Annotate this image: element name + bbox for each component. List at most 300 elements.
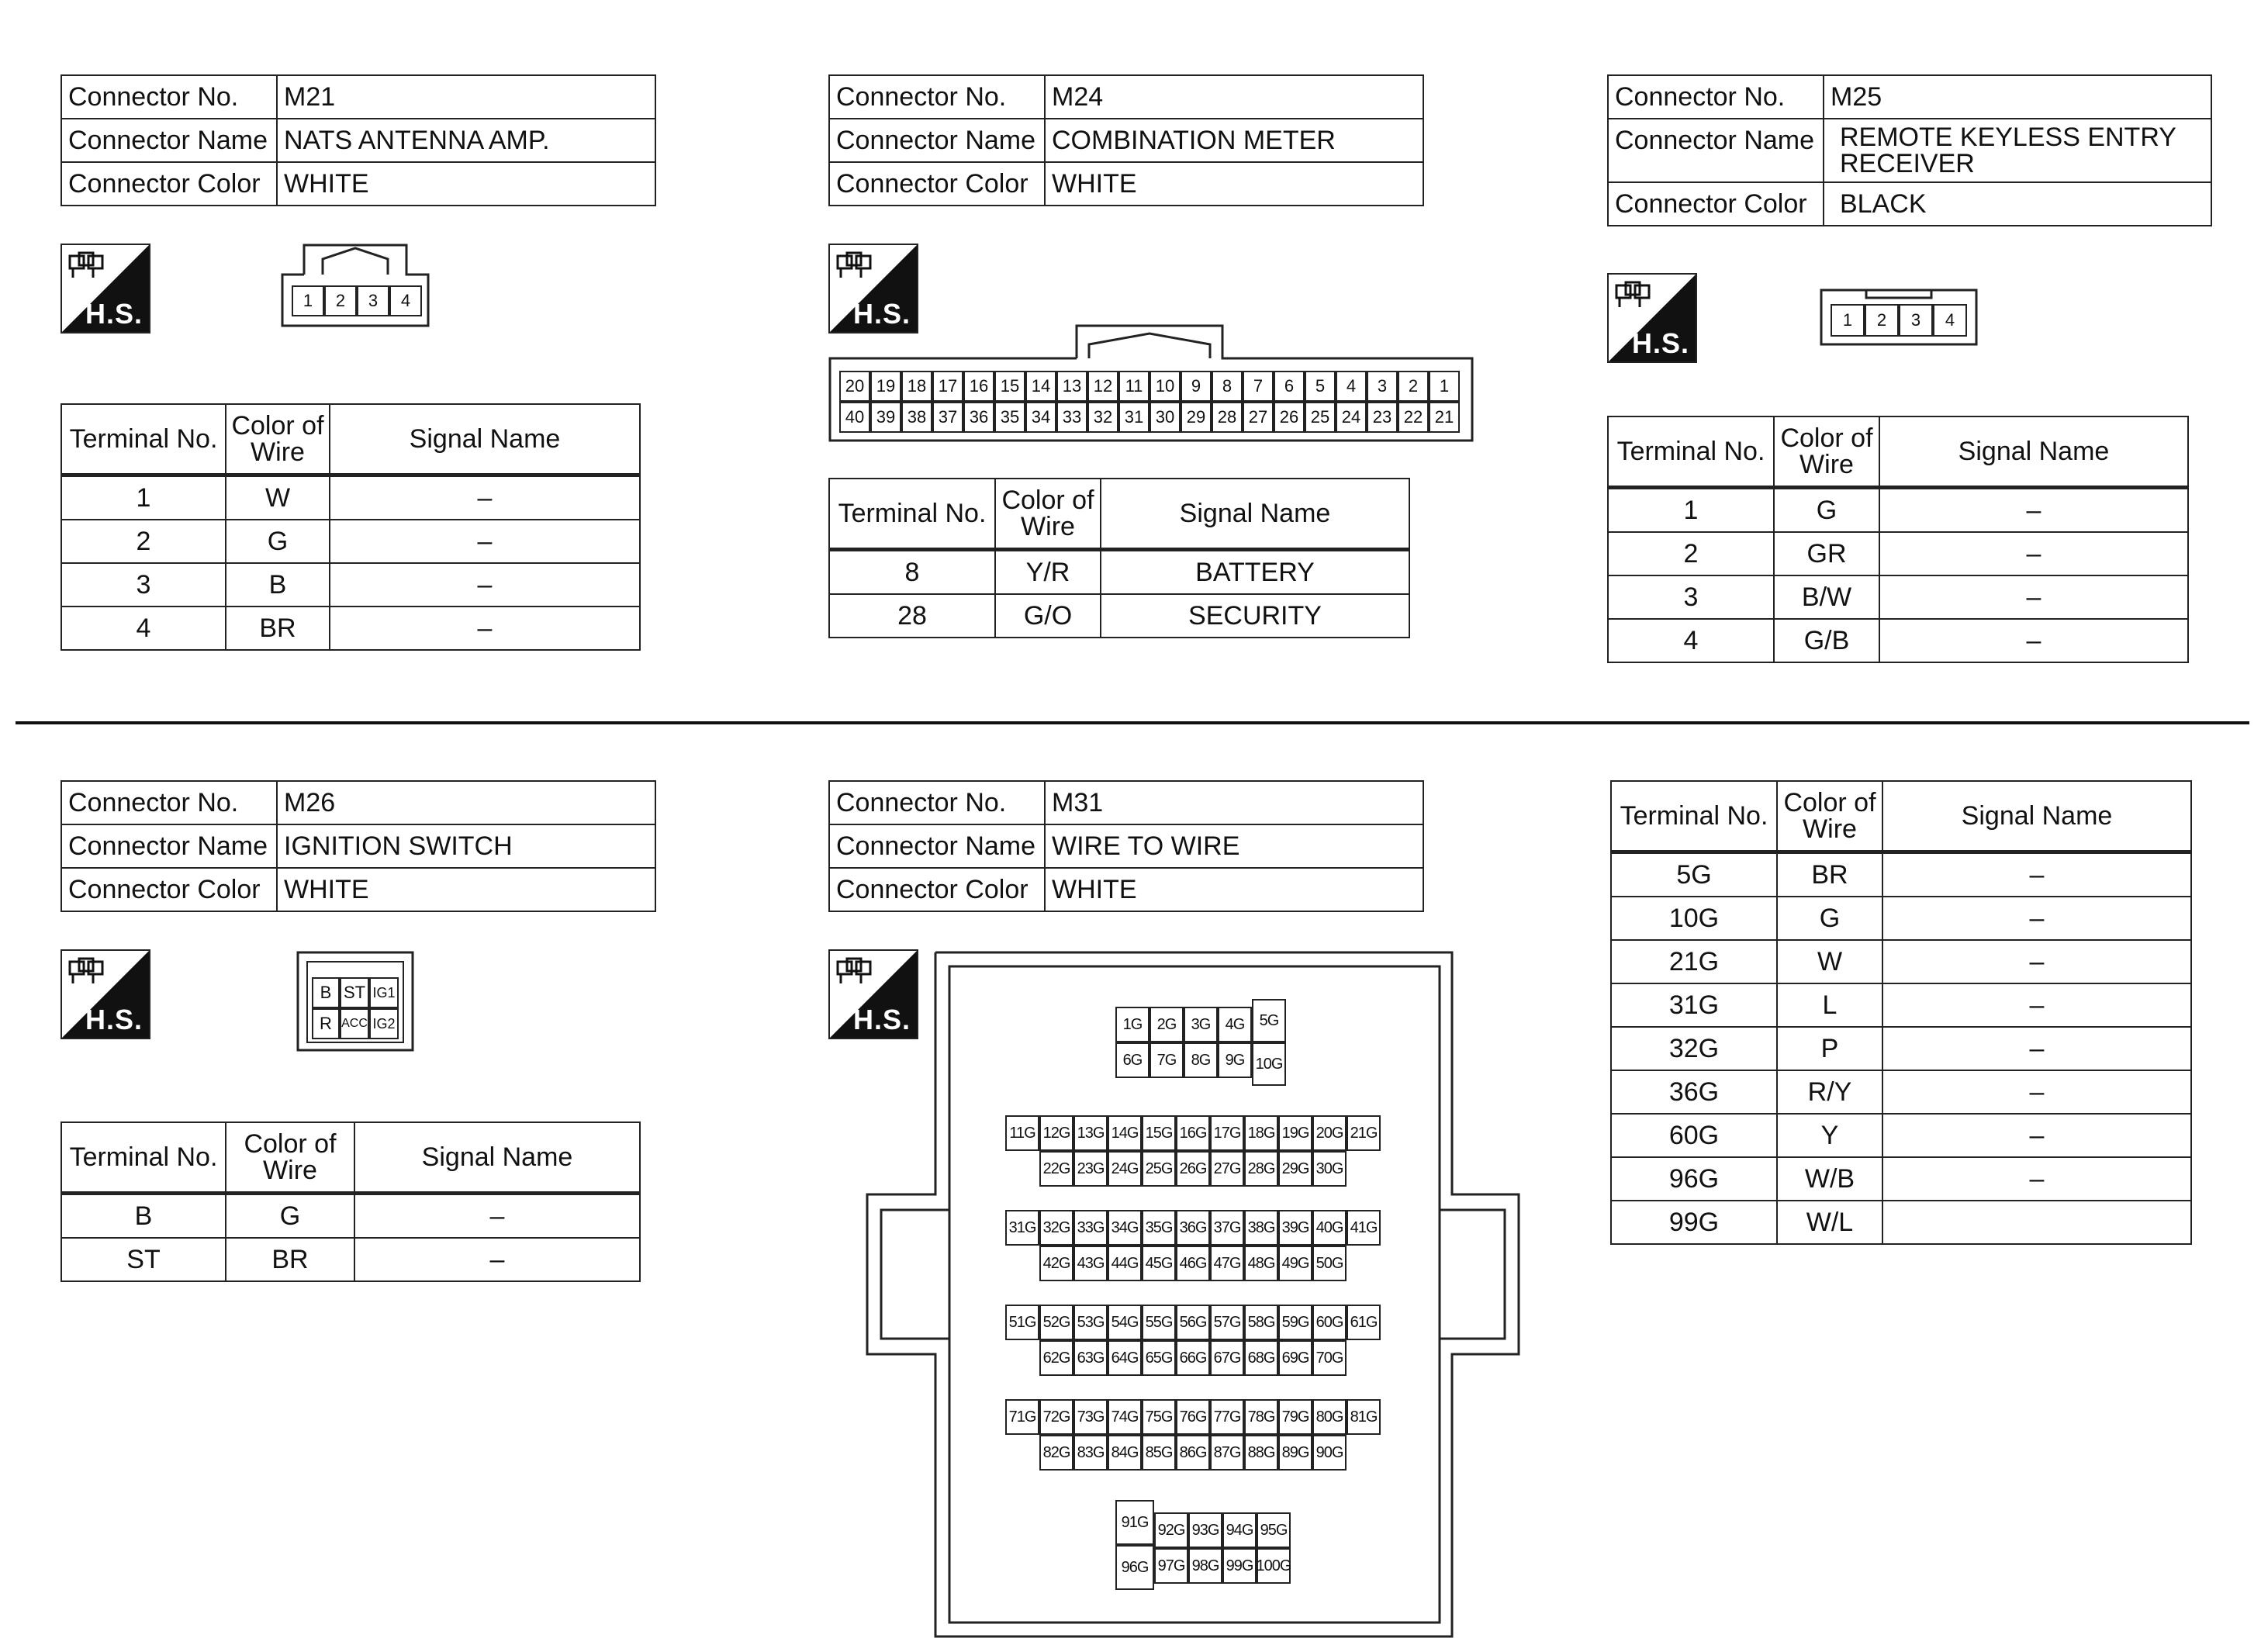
m31-pin: 55G — [1142, 1305, 1176, 1340]
m24-pin: 11 — [1118, 371, 1150, 402]
m24-pin: 2 — [1398, 371, 1429, 402]
signal-name-cell: – — [1882, 1114, 2191, 1157]
m31-pin: 51G — [1005, 1305, 1039, 1340]
label-connector-name: Connector Name — [61, 824, 277, 868]
m31-pin: 17G — [1210, 1115, 1244, 1151]
m31-pin: 62G — [1039, 1340, 1073, 1376]
m31-pin: 88G — [1244, 1435, 1278, 1471]
m31-terminal-table — [1610, 780, 2192, 1245]
m24-pin: 35 — [994, 402, 1025, 433]
m31-pin: 13G — [1073, 1115, 1108, 1151]
m31-pin: 27G — [1210, 1151, 1244, 1187]
m31-pin: 28G — [1244, 1151, 1278, 1187]
m31-pin: 43G — [1073, 1246, 1108, 1281]
terminal-no-cell: 8 — [829, 550, 995, 595]
m31-pin: 80G — [1312, 1399, 1347, 1435]
m21-terminal-table — [61, 403, 641, 651]
table-row — [1608, 575, 2188, 619]
m24-connector-color: WHITE — [1045, 162, 1423, 206]
m24-pin: 10 — [1150, 371, 1181, 402]
m31-pin: 44G — [1108, 1246, 1142, 1281]
m31-pin: 58G — [1244, 1305, 1278, 1340]
m31-pin: 61G — [1347, 1305, 1381, 1340]
m24-pin: 36 — [963, 402, 994, 433]
m31-pin: 79G — [1278, 1399, 1312, 1435]
label-connector-no: Connector No. — [829, 781, 1045, 824]
m31-pin: 70G — [1312, 1340, 1347, 1376]
m24-pin: 13 — [1056, 371, 1087, 402]
m31-pin: 31G — [1005, 1210, 1039, 1246]
signal-name-cell: BATTERY — [1101, 550, 1409, 595]
terminal-no-cell: 31G — [1611, 983, 1777, 1027]
m26-pin: R — [312, 1008, 340, 1039]
m31-pin: 6G — [1115, 1042, 1150, 1078]
signal-name-cell: – — [1882, 1157, 2191, 1201]
m25-pin: 3 — [1899, 304, 1933, 337]
m31-pin: 3G — [1184, 1007, 1218, 1042]
terminal-no-cell: 1 — [61, 475, 226, 520]
header-signal-name: Signal Name — [1101, 479, 1409, 550]
table-row — [61, 1194, 640, 1239]
m24-connector-face — [828, 324, 1474, 442]
signal-name-cell: – — [354, 1194, 640, 1239]
table-row — [61, 475, 640, 520]
m31-pin: 42G — [1039, 1246, 1073, 1281]
table-row — [61, 563, 640, 607]
m24-pin: 40 — [839, 402, 870, 433]
wire-color-cell: R/Y — [1777, 1070, 1882, 1114]
m31-pin: 45G — [1142, 1246, 1176, 1281]
label-connector-color: Connector Color — [61, 162, 277, 206]
m21-connector-face — [281, 244, 430, 327]
m31-pin: 30G — [1312, 1151, 1347, 1187]
wire-color-cell: W — [226, 475, 330, 520]
m31-pin: 15G — [1142, 1115, 1176, 1151]
terminal-no-cell: 60G — [1611, 1114, 1777, 1157]
m31-pin: 50G — [1312, 1246, 1347, 1281]
m26-terminal-table — [61, 1121, 641, 1282]
m31-connector-name: WIRE TO WIRE — [1045, 824, 1423, 868]
label-connector-name: Connector Name — [1608, 119, 1824, 182]
m31-pin: 54G — [1108, 1305, 1142, 1340]
m31-pin: 11G — [1005, 1115, 1039, 1151]
label-connector-color: Connector Color — [829, 162, 1045, 206]
signal-name-cell: – — [330, 563, 640, 607]
m31-pin: 95G — [1257, 1512, 1291, 1548]
m31-pin: 33G — [1073, 1210, 1108, 1246]
label-connector-name: Connector Name — [829, 119, 1045, 162]
header-terminal-no: Terminal No. — [61, 404, 226, 475]
wire-color-cell: B — [226, 563, 330, 607]
header-terminal-no: Terminal No. — [1611, 781, 1777, 852]
signal-name-cell: – — [1882, 983, 2191, 1027]
signal-name-cell: SECURITY — [1101, 594, 1409, 638]
m24-pin: 22 — [1398, 402, 1429, 433]
m24-pin: 3 — [1367, 371, 1398, 402]
signal-name-cell: – — [354, 1238, 640, 1281]
m24-pin: 21 — [1429, 402, 1460, 433]
m31-pin: 12G — [1039, 1115, 1073, 1151]
m31-pin: 98G — [1188, 1548, 1222, 1584]
signal-name-cell — [1882, 1201, 2191, 1244]
m31-pin: 78G — [1244, 1399, 1278, 1435]
m25-pin: 4 — [1933, 304, 1967, 337]
m31-pin: 68G — [1244, 1340, 1278, 1376]
hs-harness-side-icon — [61, 949, 150, 1039]
label-connector-color: Connector Color — [61, 868, 277, 911]
header-color-of-wire: Color of Wire — [995, 479, 1101, 550]
label-connector-name: Connector Name — [61, 119, 277, 162]
m31-pin: 38G — [1244, 1210, 1278, 1246]
wire-color-cell: W/L — [1777, 1201, 1882, 1244]
wire-color-cell: G — [226, 1194, 354, 1239]
m26-connector-name: IGNITION SWITCH — [277, 824, 655, 868]
label-connector-color: Connector Color — [1608, 182, 1824, 226]
m31-pin: 24G — [1108, 1151, 1142, 1187]
terminal-no-cell: 10G — [1611, 897, 1777, 940]
m25-terminal-table — [1607, 416, 2189, 663]
m25-connector-face — [1820, 289, 1978, 346]
m31-pin: 85G — [1142, 1435, 1176, 1471]
terminal-no-cell: 2 — [61, 520, 226, 563]
wire-color-cell: B/W — [1774, 575, 1879, 619]
wire-color-cell: Y/R — [995, 550, 1101, 595]
wire-color-cell: G — [1774, 488, 1879, 533]
m24-pin: 29 — [1181, 402, 1212, 433]
m21-pin: 2 — [324, 285, 357, 316]
m24-terminal-table — [828, 478, 1410, 638]
terminal-no-cell: 3 — [61, 563, 226, 607]
m31-pin: 46G — [1176, 1246, 1210, 1281]
table-row — [61, 607, 640, 650]
m26-pin: ACC — [340, 1008, 369, 1039]
m31-pin: 37G — [1210, 1210, 1244, 1246]
m31-pin: 86G — [1176, 1435, 1210, 1471]
label-connector-no: Connector No. — [829, 75, 1045, 119]
m26-connector-color: WHITE — [277, 868, 655, 911]
header-terminal-no: Terminal No. — [61, 1122, 226, 1194]
label-connector-color: Connector Color — [829, 868, 1045, 911]
m31-connector-info — [828, 780, 1424, 912]
m31-pin: 67G — [1210, 1340, 1244, 1376]
m31-pin: 87G — [1210, 1435, 1244, 1471]
m25-connector-info — [1607, 74, 2212, 226]
wire-color-cell: G — [1777, 897, 1882, 940]
m24-pin: 24 — [1336, 402, 1367, 433]
terminal-no-cell: 4 — [61, 607, 226, 650]
m31-pin: 93G — [1188, 1512, 1222, 1548]
m31-pin: 26G — [1176, 1151, 1210, 1187]
table-row — [1611, 1027, 2191, 1070]
wire-color-cell: G/B — [1774, 619, 1879, 662]
m24-pin: 8 — [1212, 371, 1243, 402]
m31-pin: 97G — [1154, 1548, 1188, 1584]
wire-color-cell: G/O — [995, 594, 1101, 638]
m24-pin: 27 — [1243, 402, 1274, 433]
wire-color-cell: BR — [1777, 852, 1882, 897]
m31-pin: 40G — [1312, 1210, 1347, 1246]
header-signal-name: Signal Name — [330, 404, 640, 475]
m31-pin: 60G — [1312, 1305, 1347, 1340]
header-terminal-no: Terminal No. — [1608, 416, 1774, 488]
header-color-of-wire: Color of Wire — [226, 1122, 354, 1194]
label-connector-name: Connector Name — [829, 824, 1045, 868]
signal-name-cell: – — [330, 607, 640, 650]
m31-pin: 96G — [1115, 1545, 1154, 1590]
m24-pin: 17 — [932, 371, 963, 402]
m31-pin: 94G — [1222, 1512, 1257, 1548]
terminal-no-cell: 21G — [1611, 940, 1777, 983]
m24-pin: 4 — [1336, 371, 1367, 402]
m21-pin: 4 — [389, 285, 422, 316]
m21-connector-color: WHITE — [277, 162, 655, 206]
signal-name-cell: – — [1882, 1027, 2191, 1070]
m31-pin: 65G — [1142, 1340, 1176, 1376]
table-row — [1611, 1070, 2191, 1114]
header-color-of-wire: Color of Wire — [1777, 781, 1882, 852]
m25-connector-no: M25 — [1824, 75, 2211, 119]
signal-name-cell: – — [330, 475, 640, 520]
header-color-of-wire: Color of Wire — [226, 404, 330, 475]
table-row — [1611, 852, 2191, 897]
hs-harness-side-icon — [1607, 273, 1697, 363]
m31-pin: 73G — [1073, 1399, 1108, 1435]
signal-name-cell: – — [1882, 940, 2191, 983]
label-connector-no: Connector No. — [1608, 75, 1824, 119]
m31-connector-no: M31 — [1045, 781, 1423, 824]
hs-badge-label: H.S. — [852, 1004, 911, 1035]
m31-pin: 56G — [1176, 1305, 1210, 1340]
m24-pin: 28 — [1212, 402, 1243, 433]
signal-name-cell: – — [1882, 852, 2191, 897]
hs-harness-side-icon — [61, 244, 150, 334]
table-row — [1611, 1114, 2191, 1157]
m24-pin: 6 — [1274, 371, 1305, 402]
m26-connector-info — [61, 780, 656, 912]
m25-connector-color: BLACK — [1824, 182, 2211, 226]
signal-name-cell: – — [330, 520, 640, 563]
m31-pin: 5G — [1252, 999, 1286, 1042]
m24-pin: 38 — [901, 402, 932, 433]
m31-pin: 41G — [1347, 1210, 1381, 1246]
m31-pin: 34G — [1108, 1210, 1142, 1246]
table-row — [61, 1238, 640, 1281]
table-row — [1608, 532, 2188, 575]
terminal-no-cell: ST — [61, 1238, 226, 1281]
wire-color-cell: P — [1777, 1027, 1882, 1070]
m31-connector-face — [866, 951, 1520, 1638]
header-signal-name: Signal Name — [354, 1122, 640, 1194]
m31-pin: 10G — [1252, 1042, 1286, 1086]
m31-pin: 49G — [1278, 1246, 1312, 1281]
hs-badge-label: H.S. — [85, 1004, 143, 1035]
hs-badge-label: H.S. — [1631, 327, 1689, 359]
m31-pin: 71G — [1005, 1399, 1039, 1435]
m26-pin: ST — [340, 977, 369, 1008]
m24-pin: 7 — [1243, 371, 1274, 402]
wire-color-cell: W — [1777, 940, 1882, 983]
table-row — [829, 594, 1409, 638]
m31-pin: 18G — [1244, 1115, 1278, 1151]
m31-pin: 99G — [1222, 1548, 1257, 1584]
m31-pin: 77G — [1210, 1399, 1244, 1435]
terminal-no-cell: 1 — [1608, 488, 1774, 533]
table-row — [1611, 983, 2191, 1027]
section-divider — [16, 721, 2249, 724]
m26-pin: IG1 — [369, 977, 399, 1008]
m31-pin: 36G — [1176, 1210, 1210, 1246]
m24-pin: 19 — [870, 371, 901, 402]
m24-pin: 34 — [1025, 402, 1056, 433]
m31-pin: 53G — [1073, 1305, 1108, 1340]
m24-pin: 16 — [963, 371, 994, 402]
table-row — [829, 550, 1409, 595]
terminal-no-cell: B — [61, 1194, 226, 1239]
m24-pin: 32 — [1087, 402, 1118, 433]
terminal-no-cell: 99G — [1611, 1201, 1777, 1244]
wire-color-cell: L — [1777, 983, 1882, 1027]
header-signal-name: Signal Name — [1882, 781, 2191, 852]
label-connector-no: Connector No. — [61, 75, 277, 119]
m31-pin: 83G — [1073, 1435, 1108, 1471]
m24-connector-no: M24 — [1045, 75, 1423, 119]
m24-pin: 20 — [839, 371, 870, 402]
m31-pin: 8G — [1184, 1042, 1218, 1078]
m31-pin: 14G — [1108, 1115, 1142, 1151]
m24-pin: 37 — [932, 402, 963, 433]
terminal-no-cell: 2 — [1608, 532, 1774, 575]
table-row — [1608, 619, 2188, 662]
terminal-no-cell: 4 — [1608, 619, 1774, 662]
m31-pin: 47G — [1210, 1246, 1244, 1281]
m24-pin: 26 — [1274, 402, 1305, 433]
m31-pin: 48G — [1244, 1246, 1278, 1281]
m21-connector-name: NATS ANTENNA AMP. — [277, 119, 655, 162]
terminal-no-cell: 36G — [1611, 1070, 1777, 1114]
m31-pin: 32G — [1039, 1210, 1073, 1246]
wire-color-cell: G — [226, 520, 330, 563]
m21-pin: 1 — [292, 285, 324, 316]
m21-pin: 3 — [357, 285, 389, 316]
m31-pin: 23G — [1073, 1151, 1108, 1187]
m31-pin: 7G — [1150, 1042, 1184, 1078]
m31-pin: 72G — [1039, 1399, 1073, 1435]
m24-pin: 31 — [1118, 402, 1150, 433]
m31-pin: 82G — [1039, 1435, 1073, 1471]
m31-pin: 84G — [1108, 1435, 1142, 1471]
m24-pin: 39 — [870, 402, 901, 433]
m31-pin: 64G — [1108, 1340, 1142, 1376]
signal-name-cell: – — [1882, 897, 2191, 940]
m26-pin: IG2 — [369, 1008, 399, 1039]
m31-pin: 20G — [1312, 1115, 1347, 1151]
m25-connector-name: REMOTE KEYLESS ENTRY RECEIVER — [1824, 119, 2211, 182]
m31-pin: 63G — [1073, 1340, 1108, 1376]
m26-connector-face — [296, 951, 414, 1052]
m31-pin: 89G — [1278, 1435, 1312, 1471]
m31-pin: 66G — [1176, 1340, 1210, 1376]
m31-pin: 74G — [1108, 1399, 1142, 1435]
m31-pin: 100G — [1257, 1548, 1291, 1584]
m31-pin: 35G — [1142, 1210, 1176, 1246]
terminal-no-cell: 28 — [829, 594, 995, 638]
table-row — [1608, 488, 2188, 533]
table-row — [1611, 940, 2191, 983]
m31-pin: 90G — [1312, 1435, 1347, 1471]
hs-badge-label: H.S. — [85, 298, 143, 330]
m24-pin: 25 — [1305, 402, 1336, 433]
m24-connector-info — [828, 74, 1424, 206]
m25-pin: 1 — [1831, 304, 1865, 337]
m31-pin: 2G — [1150, 1007, 1184, 1042]
m24-pin: 14 — [1025, 371, 1056, 402]
wire-color-cell: W/B — [1777, 1157, 1882, 1201]
table-row — [1611, 1157, 2191, 1201]
m24-pin: 15 — [994, 371, 1025, 402]
m31-pin: 1G — [1115, 1007, 1150, 1042]
m31-pin: 91G — [1115, 1500, 1154, 1545]
m24-pin: 33 — [1056, 402, 1087, 433]
m31-pin: 69G — [1278, 1340, 1312, 1376]
wire-color-cell: GR — [1774, 532, 1879, 575]
m31-pin: 59G — [1278, 1305, 1312, 1340]
signal-name-cell: – — [1879, 575, 2188, 619]
terminal-no-cell: 96G — [1611, 1157, 1777, 1201]
m24-pin: 23 — [1367, 402, 1398, 433]
table-row — [1611, 897, 2191, 940]
m31-pin: 25G — [1142, 1151, 1176, 1187]
m24-connector-name: COMBINATION METER — [1045, 119, 1423, 162]
terminal-no-cell: 32G — [1611, 1027, 1777, 1070]
m21-connector-info — [61, 74, 656, 206]
m31-pin: 29G — [1278, 1151, 1312, 1187]
m24-pin: 18 — [901, 371, 932, 402]
table-row — [61, 520, 640, 563]
m21-connector-no: M21 — [277, 75, 655, 119]
m31-pin: 52G — [1039, 1305, 1073, 1340]
wire-color-cell: BR — [226, 607, 330, 650]
m26-pin: B — [312, 977, 340, 1008]
m31-pin: 16G — [1176, 1115, 1210, 1151]
signal-name-cell: – — [1879, 532, 2188, 575]
m31-pin: 39G — [1278, 1210, 1312, 1246]
m31-pin: 4G — [1218, 1007, 1252, 1042]
m24-pin: 9 — [1181, 371, 1212, 402]
m31-pin: 75G — [1142, 1399, 1176, 1435]
terminal-no-cell: 3 — [1608, 575, 1774, 619]
wire-color-cell: BR — [226, 1238, 354, 1281]
m24-pin: 30 — [1150, 402, 1181, 433]
wire-color-cell: Y — [1777, 1114, 1882, 1157]
m31-pin: 92G — [1154, 1512, 1188, 1548]
label-connector-no: Connector No. — [61, 781, 277, 824]
header-signal-name: Signal Name — [1879, 416, 2188, 488]
m31-pin: 21G — [1347, 1115, 1381, 1151]
m24-pin: 5 — [1305, 371, 1336, 402]
signal-name-cell: – — [1879, 488, 2188, 533]
m31-pin: 9G — [1218, 1042, 1252, 1078]
m26-connector-no: M26 — [277, 781, 655, 824]
hs-badge-label: H.S. — [852, 298, 911, 330]
signal-name-cell: – — [1879, 619, 2188, 662]
m31-pin: 22G — [1039, 1151, 1073, 1187]
m31-pin: 57G — [1210, 1305, 1244, 1340]
hs-harness-side-icon — [828, 244, 918, 334]
header-terminal-no: Terminal No. — [829, 479, 995, 550]
m24-pin: 12 — [1087, 371, 1118, 402]
m24-pin: 1 — [1429, 371, 1460, 402]
terminal-no-cell: 5G — [1611, 852, 1777, 897]
